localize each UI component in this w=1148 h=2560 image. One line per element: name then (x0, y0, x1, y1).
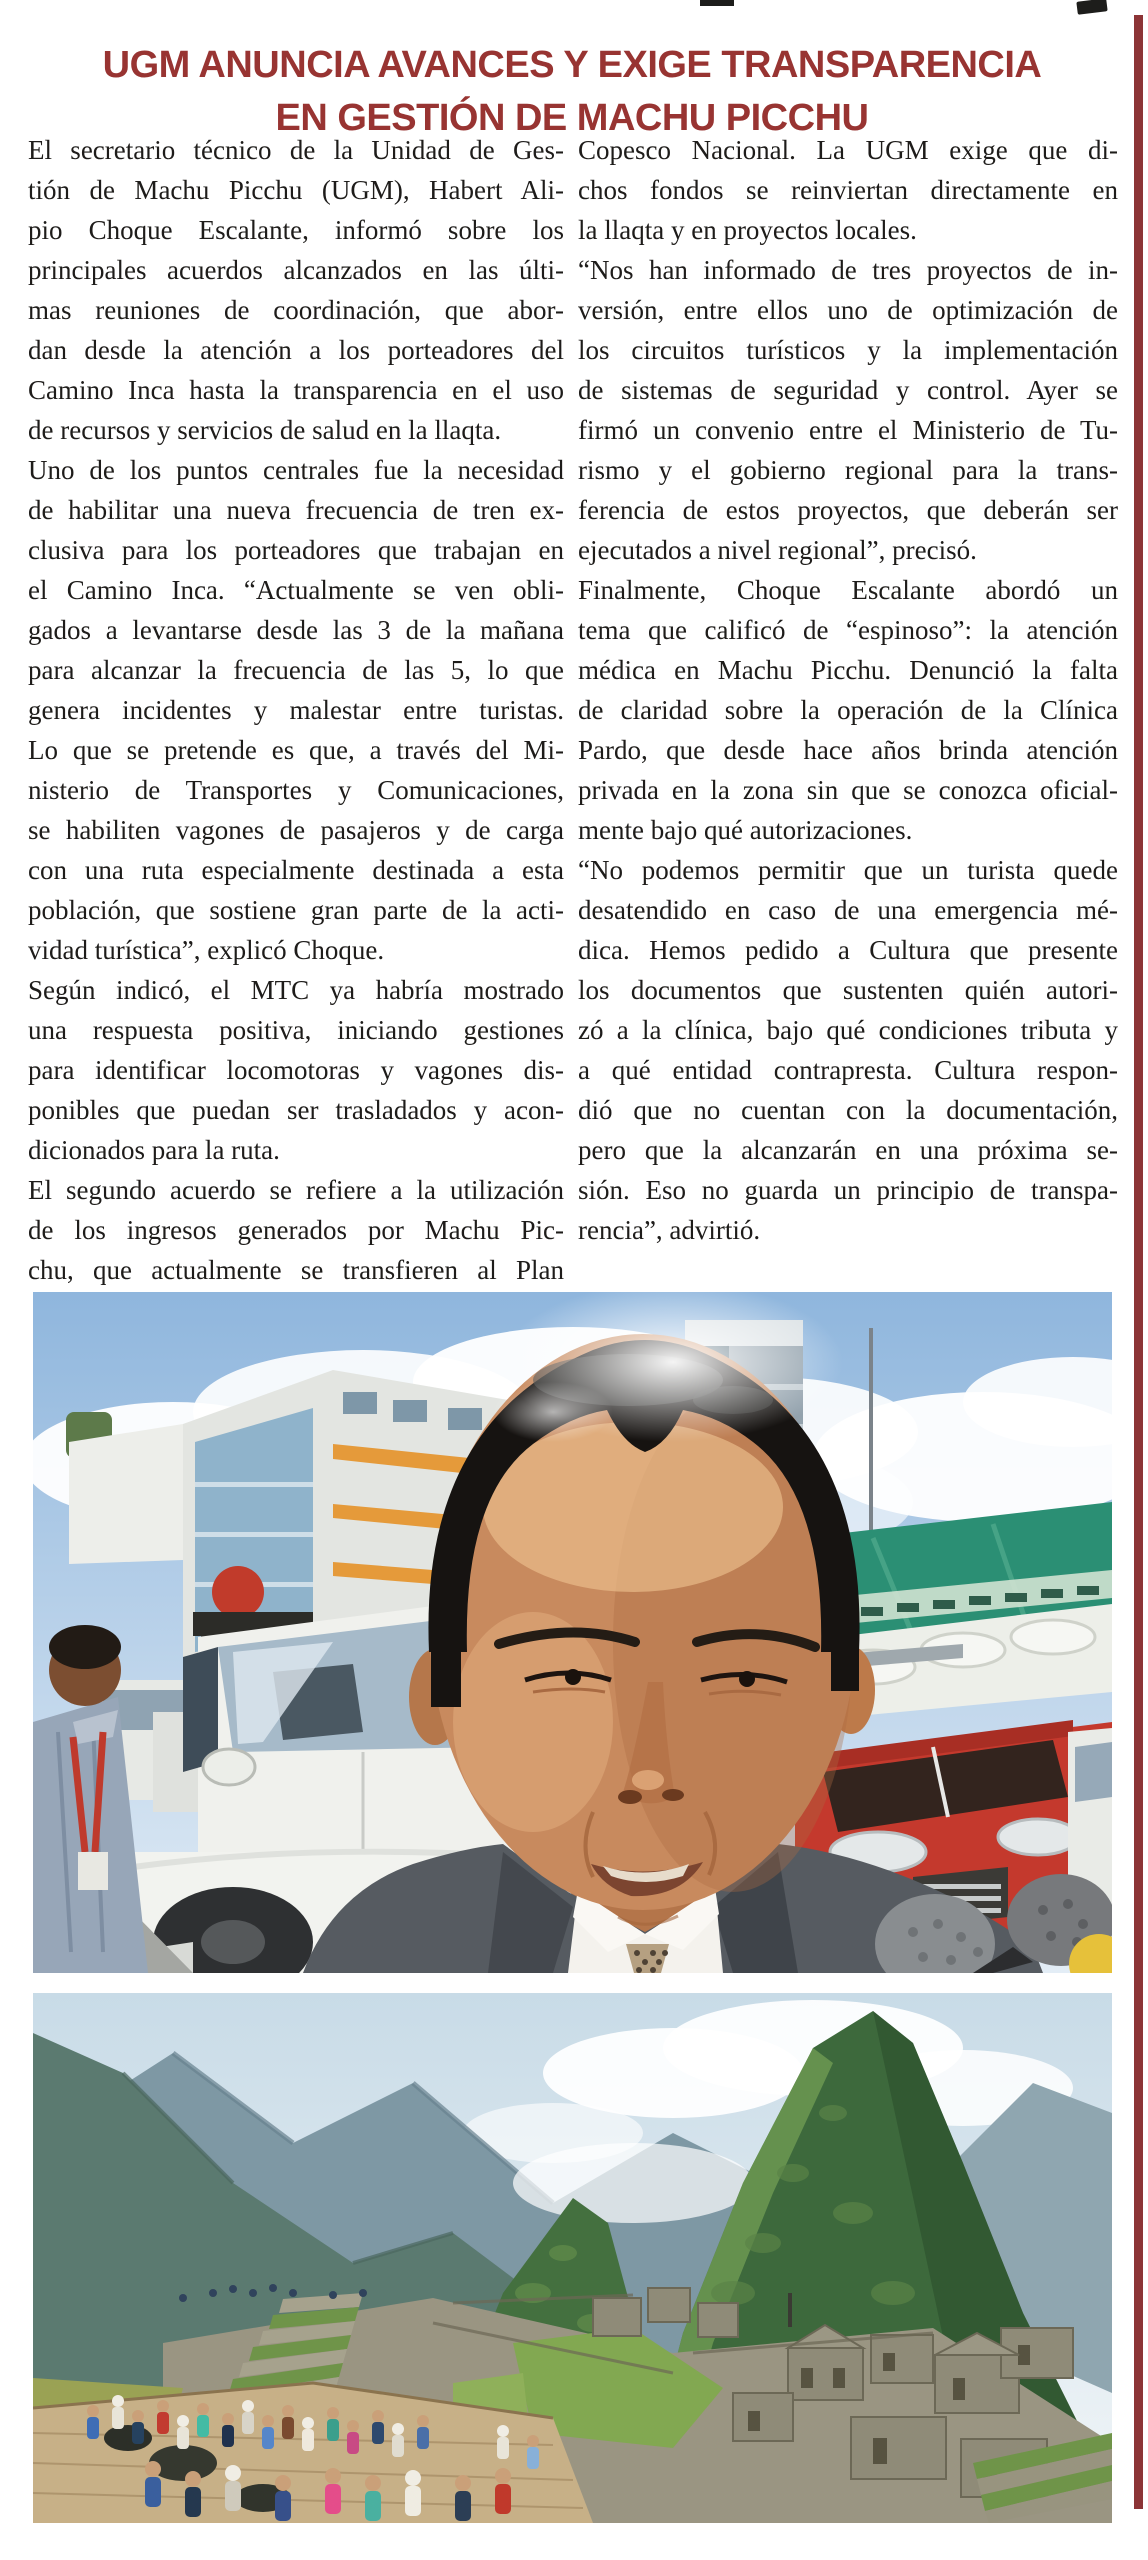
headline-line-1: UGM ANUNCIA AVANCES Y EXIGE TRANSPARENCIA (102, 44, 1042, 87)
interview-photo-art (33, 1292, 1112, 1973)
text-line: dió que no cuentan con la documentación, (578, 1095, 1118, 1125)
text-line: se habiliten vagones de pasajeros y de carga (28, 815, 564, 845)
text-line: de claridad sobre la operación de la Clínica (578, 695, 1118, 725)
text-line: para alcanzar la frecuencia de las 5, lo que (28, 655, 564, 685)
text-line: “Nos han informado de tres proyectos de in- (578, 255, 1118, 285)
text-line: sión. Eso no guarda un principio de transpa- (578, 1175, 1118, 1205)
article-column-left (28, 130, 564, 1290)
text-line: rismo y el gobierno regional para la trans- (578, 455, 1118, 485)
interview-photo (33, 1292, 1112, 1973)
text-line: mente bajo qué autorizaciones. (578, 815, 913, 845)
text-line: los documentos que sustenten quién autori- (578, 975, 1118, 1005)
text-line: de sistemas de seguridad y control. Ayer se (578, 375, 1118, 405)
text-line: dicionados para la ruta. (28, 1135, 280, 1165)
text-line: Según indicó, el MTC ya habría mostrado (28, 975, 564, 1005)
light-pole (869, 1328, 873, 1553)
text-line: de recursos y servicios de salud en la llaqta. (28, 415, 502, 445)
text-line: de habilitar una nueva frecuencia de tren ex- (28, 495, 564, 525)
text-line: Camino Inca hasta la transparencia en el uso (28, 375, 564, 405)
text-line: el Camino Inca. “Actualmente se ven obli- (28, 575, 564, 605)
article-column-right (578, 130, 1118, 1250)
text-line: El segundo acuerdo se refiere a la utilización (28, 1175, 564, 1205)
text-line: desatendido en caso de una emergencia mé- (578, 895, 1118, 925)
text-line: “No podemos permitir que un turista quede (578, 855, 1118, 885)
text-line: clusiva para los porteadores que trabajan en (28, 535, 564, 565)
text-line: privada en la zona sin que se conozca oficial- (578, 775, 1118, 805)
text-line: versión, entre ellos uno de optimización de (578, 295, 1118, 325)
page-crop-mark-left (700, 0, 734, 6)
text-line: mas reuniones de coordinación, que abor- (28, 295, 564, 325)
text-line: para identificar locomotoras y vagones dis- (28, 1055, 564, 1085)
text-line: chu, que actualmente se transfieren al Plan (28, 1255, 564, 1285)
text-line: Pardo, que desde hace años brinda atención (578, 735, 1118, 765)
text-line: ejecutados a nivel regional”, precisó. (578, 535, 977, 565)
text-line: chos fondos se reinviertan directamente en (578, 175, 1118, 205)
text-line: tema que calificó de “espinoso”: la atención (578, 615, 1118, 645)
machu-picchu-photo-art (33, 1993, 1112, 2523)
text-line: firmó un convenio entre el Ministerio de Tu- (578, 415, 1118, 445)
text-line: de los ingresos generados por Machu Pic- (28, 1215, 564, 1245)
headline-line-2: EN GESTIÓN DE MACHU PICCHU (275, 97, 869, 140)
text-line: ponibles que puedan ser trasladados y acon- (28, 1095, 564, 1125)
page-crop-mark-right (1076, 0, 1107, 15)
text-line: vidad turística”, explicó Choque. (28, 935, 385, 965)
text-line: genera incidentes y malestar entre turistas. (28, 695, 564, 725)
text-line: rencia”, advirtió. (578, 1215, 761, 1245)
text-line: nisterio de Transportes y Comunicaciones, (28, 775, 564, 805)
text-line: la llaqta y en proyectos locales. (578, 215, 917, 245)
text-line: El secretario técnico de la Unidad de Ges- (28, 135, 564, 165)
text-line: una respuesta positiva, iniciando gestiones (28, 1015, 564, 1045)
text-line: dica. Hemos pedido a Cultura que presente (578, 935, 1118, 965)
machu-picchu-photo (33, 1993, 1112, 2523)
text-line: Uno de los puntos centrales fue la necesidad (28, 455, 564, 485)
text-line: Finalmente, Choque Escalante abordó un (578, 575, 1118, 605)
text-line: Lo que se pretende es que, a través del Mi- (28, 735, 564, 765)
text-line: tión de Machu Picchu (UGM), Habert Ali- (28, 175, 564, 205)
text-line: dan desde la atención a los porteadores del (28, 335, 564, 365)
text-line: ferencia de estos proyectos, que deberán ser (578, 495, 1118, 525)
text-line: con una ruta especialmente destinada a esta (28, 855, 564, 885)
text-line: zó a la clínica, bajo qué condiciones tributa y (578, 1015, 1118, 1045)
page-edge-bar (1134, 15, 1143, 2509)
text-line: principales acuerdos alcanzados en las últi- (28, 255, 564, 285)
text-line: pero que la alcanzarán en una próxima se- (578, 1135, 1118, 1165)
valley-cloud (513, 2143, 753, 2223)
text-line: Copesco Nacional. La UGM exige que di- (578, 135, 1118, 165)
text-line: los circuitos turísticos y la implementación (578, 335, 1118, 365)
text-line: gados a levantarse desde las 3 de la mañana (28, 615, 564, 645)
text-line: pio Choque Escalante, informó sobre los (28, 215, 564, 245)
text-line: población, que sostiene gran parte de la acti- (28, 895, 564, 925)
text-line: médica en Machu Picchu. Denunció la falta (578, 655, 1118, 685)
text-line: a qué entidad contrapresta. Cultura respon- (578, 1055, 1118, 1085)
